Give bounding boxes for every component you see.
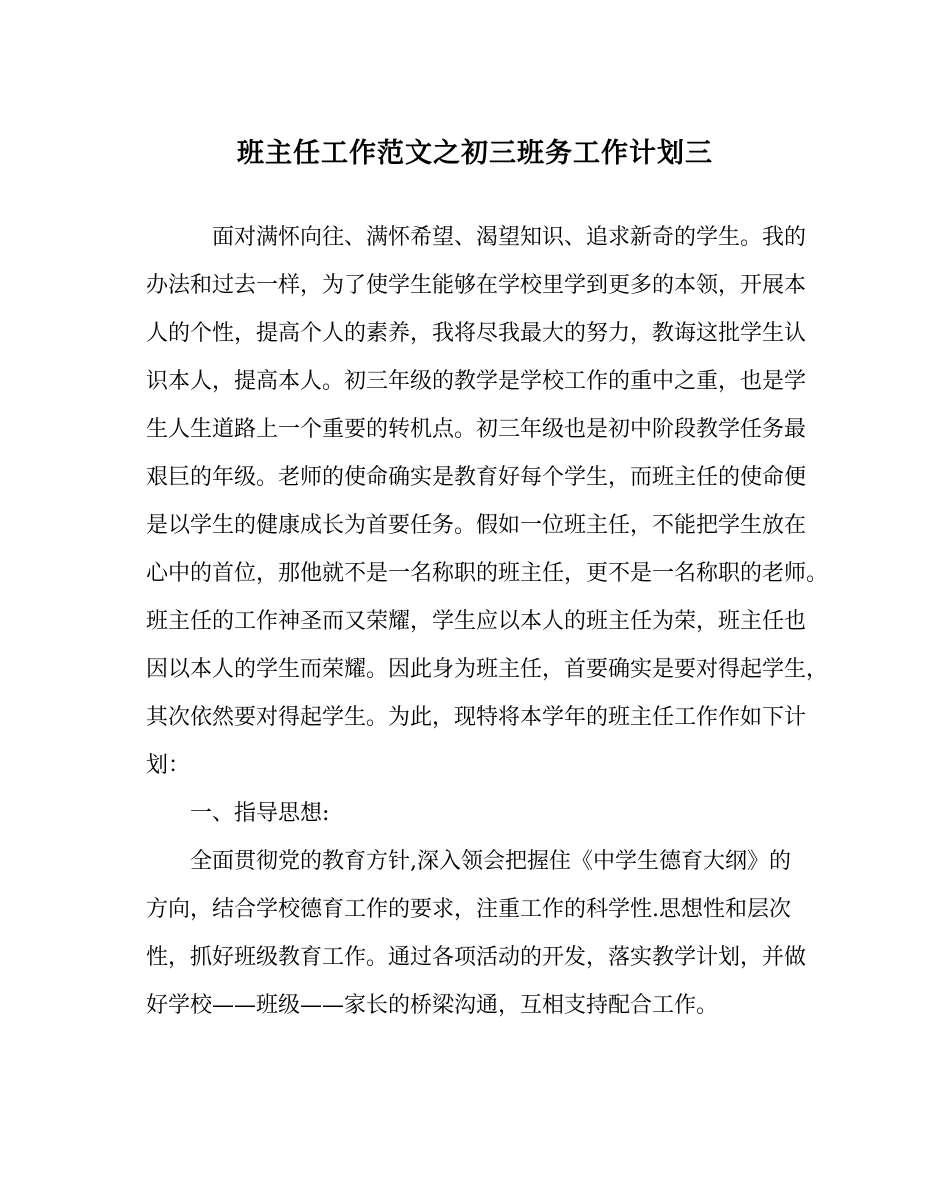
paragraph-line: 全面贯彻党的教育方针,深入领会把握住《中学生德育大纲》的	[190, 849, 791, 874]
paragraph-line: 性，抓好班级教育工作。通过各项活动的开发，落实教学计划，并做	[146, 945, 807, 970]
paragraph-line: 识本人，提高本人。初三年级的教学是学校工作的重中之重，也是学	[146, 369, 807, 394]
document-title: 班主任工作范文之初三班务工作计划三	[237, 138, 713, 169]
paragraph-line: 人的个性，提高个人的素养，我将尽我最大的努力，教诲这批学生认	[146, 321, 807, 346]
paragraph-line: 班主任的工作神圣而又荣耀，学生应以本人的班主任为荣，班主任也	[146, 609, 807, 634]
paragraph-line: 生人生道路上一个重要的转机点。初三年级也是初中阶段教学任务最	[146, 417, 807, 442]
paragraph-line: 好学校——班级——家长的桥梁沟通，互相支持配合工作。	[146, 993, 719, 1018]
paragraph-line: 心中的首位，那他就不是一名称职的班主任，更不是一名称职的老师。	[146, 561, 829, 586]
paragraph-line: 办法和过去一样，为了使学生能够在学校里学到更多的本领，开展本	[146, 273, 807, 298]
section-heading: 一、指导思想:	[190, 801, 330, 826]
paragraph-line: 因以本人的学生而荣耀。因此身为班主任，首要确实是要对得起学生，	[146, 657, 829, 682]
paragraph-line: 其次依然要对得起学生。为此，现特将本学年的班主任工作作如下计	[146, 705, 807, 730]
paragraph-line: 艰巨的年级。老师的使命确实是教育好每个学生，而班主任的使命便	[146, 465, 807, 490]
paragraph-line: 划：	[146, 753, 191, 778]
paragraph-line: 方向，结合学校德育工作的要求，注重工作的科学性.思想性和层次	[146, 897, 791, 922]
paragraph-line: 是以学生的健康成长为首要任务。假如一位班主任，不能把学生放在	[146, 513, 807, 538]
paragraph-line: 面对满怀向往、满怀希望、渴望知识、追求新奇的学生。我的	[212, 225, 807, 250]
